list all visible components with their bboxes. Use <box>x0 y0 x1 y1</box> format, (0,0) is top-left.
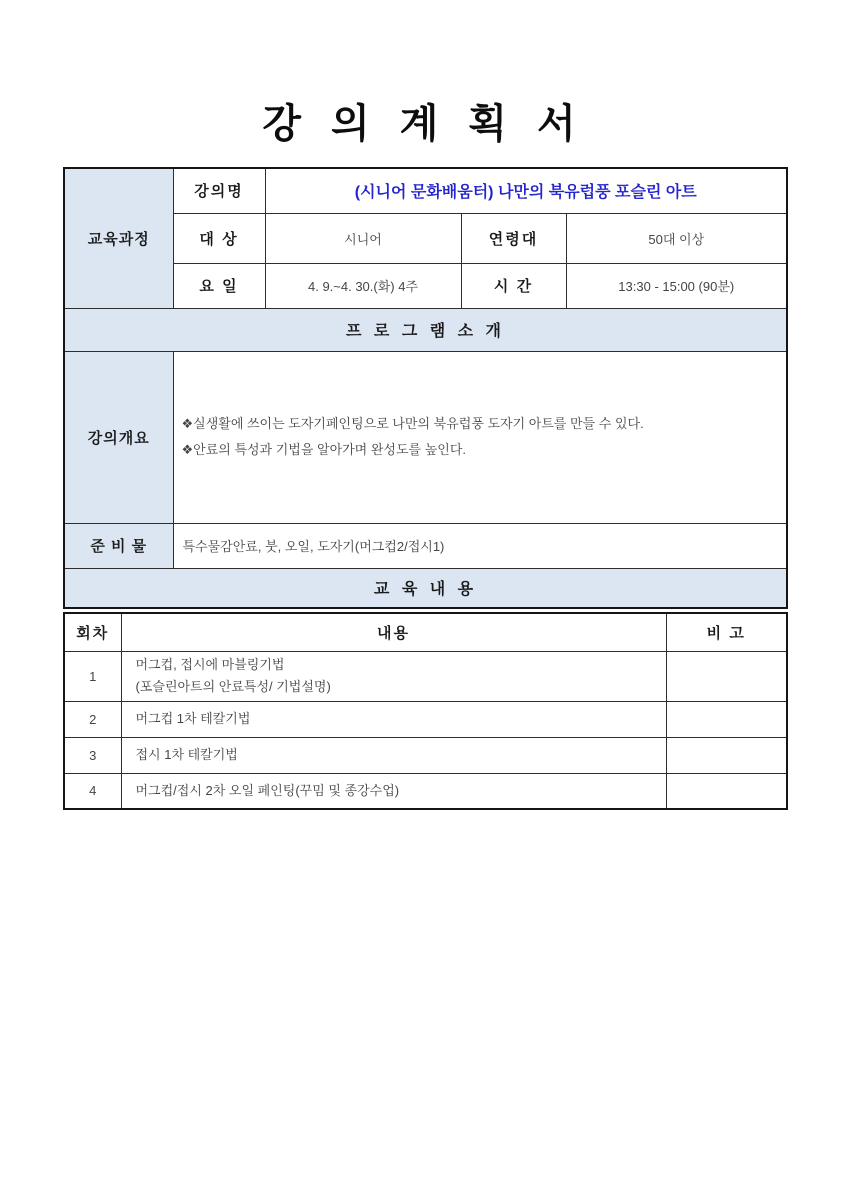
session-note <box>666 773 787 809</box>
course-section-label: 교육과정 <box>64 168 173 308</box>
day-label: 요 일 <box>173 263 265 308</box>
lecture-name-value: (시니어 문화배움터) 나만의 북유럽풍 포슬린 아트 <box>265 168 787 213</box>
column-header-content: 내용 <box>121 613 666 651</box>
table-row <box>64 701 787 737</box>
session-number: 4 <box>64 773 121 809</box>
session-content: 머그컵/접시 2차 오일 페인팅(꾸밈 및 종강수업) <box>121 773 666 809</box>
course-info-table <box>63 167 788 609</box>
program-intro-band: 프 로 그 램 소 개 <box>64 308 787 351</box>
column-header-note: 비 고 <box>666 613 787 651</box>
session-content: 머그컵 1차 테칼기법 <box>121 701 666 737</box>
column-header-session: 회차 <box>64 613 121 651</box>
overview-content <box>173 351 787 523</box>
time-label: 시 간 <box>461 263 566 308</box>
session-content <box>121 651 666 701</box>
curriculum-band: 교 육 내 용 <box>64 568 787 608</box>
overview-item: ❖안료의 특성과 기법을 알아가며 완성도를 높인다. <box>181 442 466 457</box>
session-content-line: (포슬린아트의 안료특성/ 기법설명) <box>135 679 331 694</box>
table-row <box>64 773 787 809</box>
lecture-name-label: 강의명 <box>173 168 265 213</box>
table-row <box>64 651 787 701</box>
table-row <box>64 737 787 773</box>
age-group-value: 50대 이상 <box>566 213 787 263</box>
session-number: 2 <box>64 701 121 737</box>
materials-value: 특수물감안료, 붓, 오일, 도자기(머그컵2/접시1) <box>173 523 787 568</box>
session-content-line: 머그컵, 접시에 마블링기법 <box>135 657 285 672</box>
curriculum-table <box>63 612 788 810</box>
target-value: 시니어 <box>265 213 461 263</box>
page-title: 강 의 계 획 서 <box>262 101 586 146</box>
time-value: 13:30 - 15:00 (90분) <box>566 263 787 308</box>
session-note <box>666 737 787 773</box>
session-number: 1 <box>64 651 121 701</box>
session-number: 3 <box>64 737 121 773</box>
session-content: 접시 1차 테칼기법 <box>121 737 666 773</box>
age-group-label: 연령대 <box>461 213 566 263</box>
session-note <box>666 701 787 737</box>
overview-label: 강의개요 <box>64 351 173 523</box>
overview-item: ❖실생활에 쓰이는 도자기페인팅으로 나만의 북유럽풍 도자기 아트를 만들 수 있다. <box>181 416 644 431</box>
session-note <box>666 651 787 701</box>
target-label: 대 상 <box>173 213 265 263</box>
materials-label: 준 비 물 <box>64 523 173 568</box>
day-value: 4. 9.~4. 30.(화) 4주 <box>265 263 461 308</box>
